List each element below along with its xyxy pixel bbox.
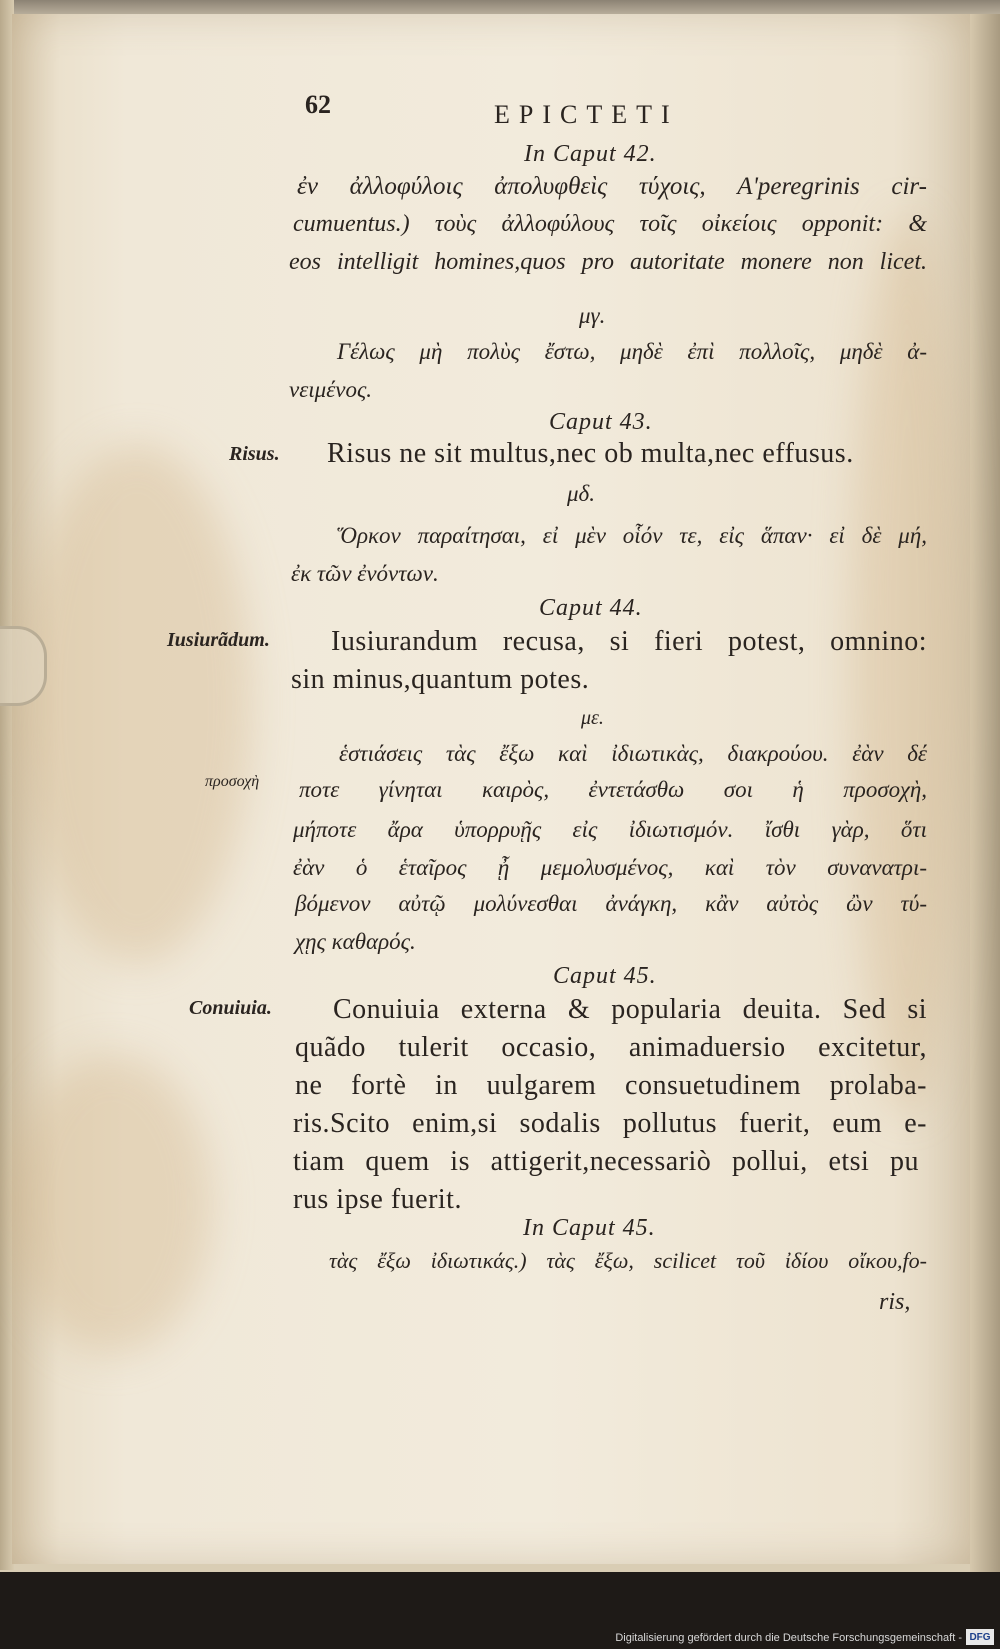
section-heading: In Caput 42. (524, 141, 657, 167)
latin-text-line: ne fortè in uulgarem consuetudinem prolaba- (295, 1070, 927, 1101)
commentary-line: cumuentus.) τοὺς ἀλλοφύλους τοῖς οἰκείοις opponit: & (293, 211, 927, 237)
latin-text-line: quãdo tulerit occasio, animaduersio excitetur, (295, 1032, 927, 1063)
commentary-line: ἐν ἀλλοφύλοις ἀπολυφθεὶς τύχοις, A'peregrinis cir- (297, 173, 927, 200)
margin-note: Iusiurãdum. (167, 629, 270, 651)
margin-note: Conuiuia. (189, 997, 272, 1019)
book-right-edge (970, 14, 1000, 1574)
section-heading: In Caput 45. (523, 1215, 656, 1241)
commentary-line: eos intelligit homines,quos pro autoritate monere non licet. (289, 249, 927, 275)
section-heading: Caput 45. (553, 963, 657, 989)
catchword: ris, (879, 1289, 911, 1315)
greek-chapter-numeral: μδ. (567, 481, 595, 506)
latin-text-line: ris.Scito enim,si sodalis pollutus fuerit, eum e- (293, 1108, 927, 1139)
greek-text-line: ἐὰν ὁ ἑταῖρος ᾖ μεμολυσμένος, καὶ τὸν συνανατρι- (293, 855, 927, 880)
latin-text-line: Risus ne sit multus,nec ob multa,nec effusus. (327, 438, 854, 469)
section-heading: Caput 43. (549, 409, 653, 435)
running-title: EPICTETI (494, 100, 679, 129)
commentary-line: τὰς ἔξω ἰδιωτικάς.) τὰς ἔξω, scilicet τοῦ ἰδίου οἴκου,fo- (329, 1248, 927, 1273)
greek-text-line: χῃς καθαρός. (295, 929, 416, 954)
greek-text-line: βόμενον αὐτῷ μολύνεσθαι ἀνάγκη, κἂν αὐτὸς ὢν τύ- (295, 891, 927, 916)
margin-note: Risus. (229, 443, 280, 465)
page-clip (0, 626, 47, 706)
margin-note: προσοχὴ (205, 773, 260, 790)
greek-text-line: ἑστιάσεις τὰς ἔξω καὶ ἰδιωτικὰς, διακρούου. ἐὰν δέ (339, 741, 927, 766)
latin-text-line: sin minus,quantum potes. (291, 664, 590, 695)
paper-stain (12, 1054, 212, 1354)
greek-chapter-numeral: με. (581, 707, 604, 729)
digitization-credit: Digitalisierung gefördert durch die Deutsche Forschungsgemeinschaft - (615, 1632, 962, 1644)
greek-text-line: Ὅρκον παραίτησαι, εἰ μὲν οἷόν τε, εἰς ἅπαν· εἰ δὲ μή, (337, 523, 927, 548)
greek-text-line: ἐκ τῶν ἐνόντων. (291, 561, 439, 586)
section-heading: Caput 44. (539, 595, 643, 621)
greek-text-line: Γέλως μὴ πολὺς ἔστω, μηδὲ ἐπὶ πολλοῖς, μηδὲ ἀ- (337, 339, 927, 364)
greek-text-line: μήποτε ἄρα ὑπορρυῇς εἰς ἰδιωτισμόν. ἴσθι γὰρ, ὅτι (293, 817, 927, 842)
latin-text-line: Iusiurandum recusa, si fieri potest, omnino: (331, 626, 927, 657)
dfg-logo: DFG (966, 1629, 994, 1645)
page-number: 62 (305, 90, 331, 119)
greek-text-line: νειμένος. (289, 377, 373, 402)
latin-text-line: rus ipse fuerit. (293, 1184, 462, 1215)
latin-text-line: Conuiuia externa & popularia deuita. Sed si (333, 994, 927, 1025)
paper-stain (22, 444, 252, 964)
greek-text-line: ποτε γίνηται καιρὸς, ἐντετάσθω σοι ἡ προσοχὴ, (299, 777, 927, 802)
latin-text-line: tiam quem is attigerit,necessariò pollui, etsi pu (293, 1146, 919, 1177)
greek-chapter-numeral: μγ. (579, 303, 606, 328)
